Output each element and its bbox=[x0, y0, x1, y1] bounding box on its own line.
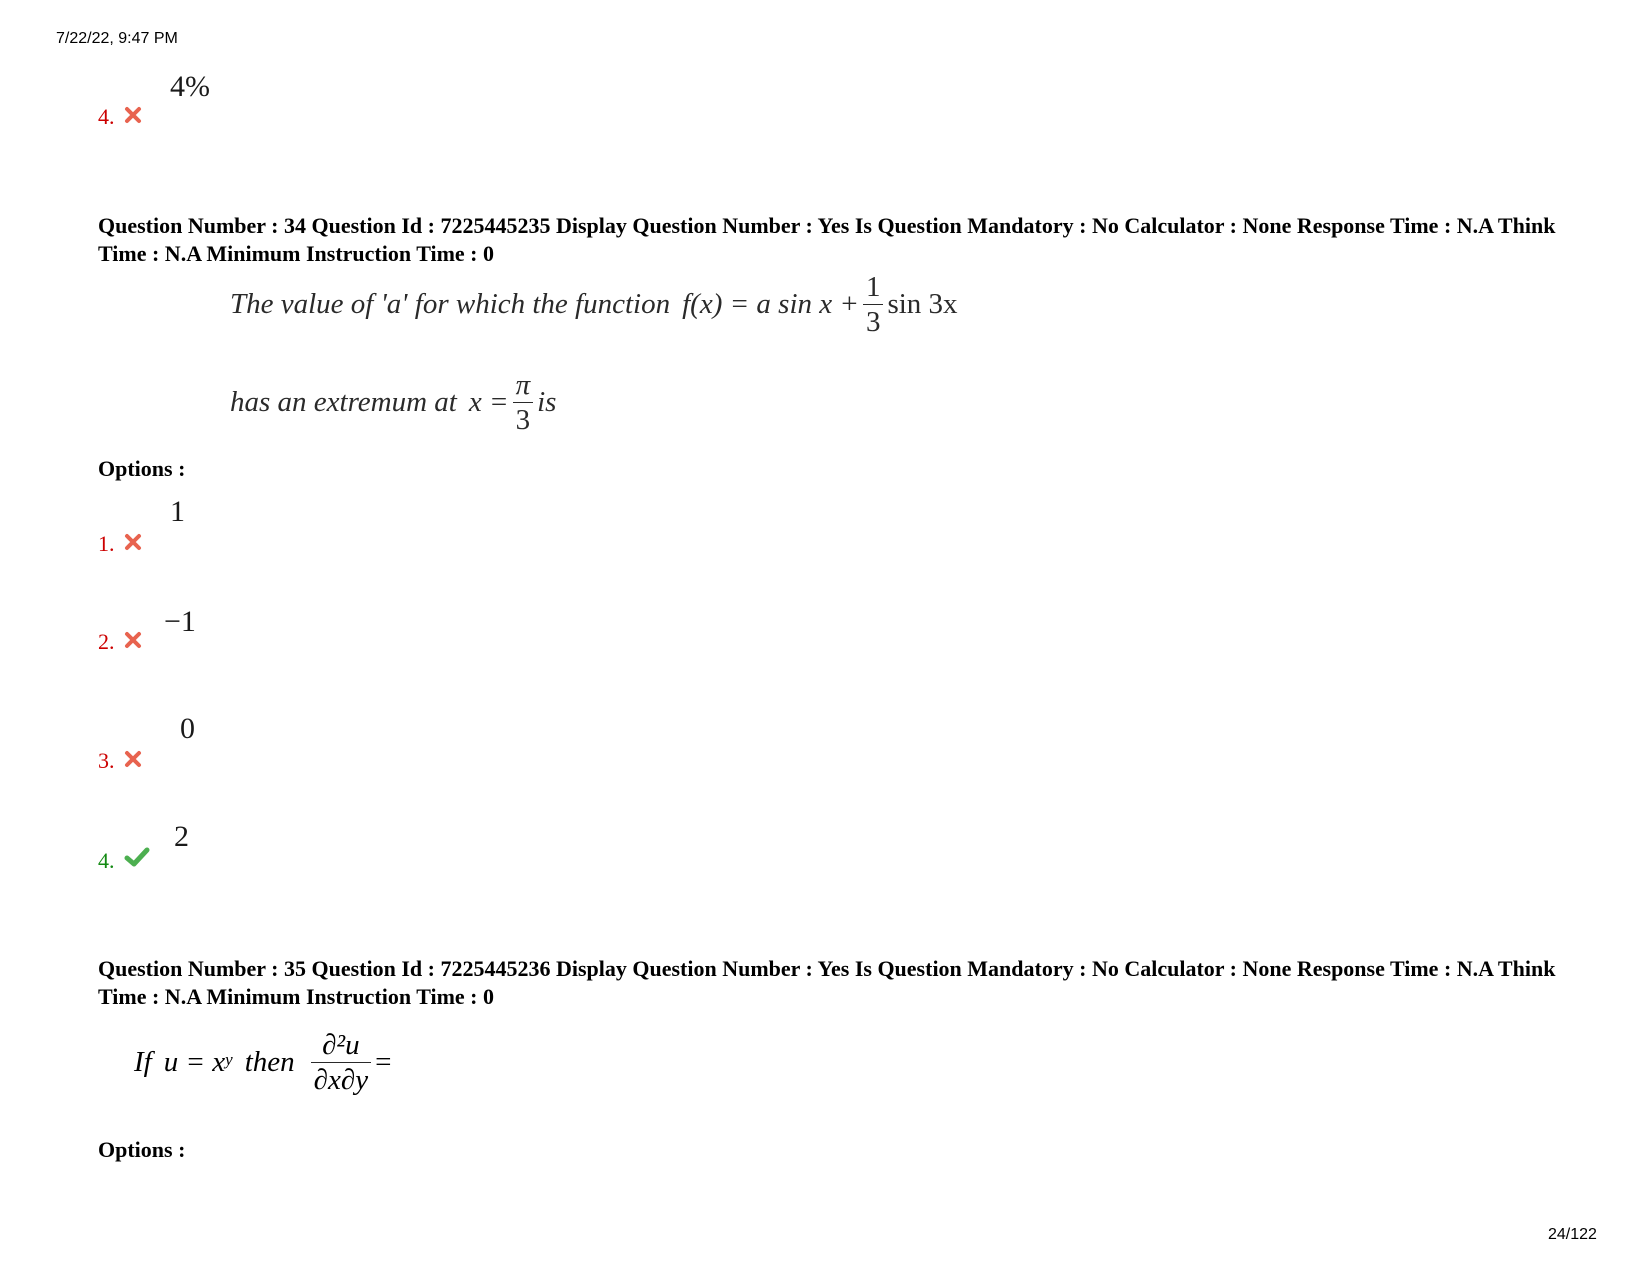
fraction-pi-third: $\frac{\pi}{3}$ bbox=[513, 370, 534, 436]
option-number: 1. bbox=[98, 531, 115, 556]
cross-icon bbox=[124, 106, 142, 129]
question-35-meta: Question Number : 35 Question Id : 7225445236 Display Question Number : Yes Is Question Mandatory : No Calculator : None Response Time : N.A Think Time : N.A Minimum Instruction Time : 0 bbox=[98, 956, 1556, 1009]
option-number: 3. bbox=[98, 748, 115, 773]
page-number: 24/122 bbox=[1548, 1226, 1597, 1243]
option-value: 0 bbox=[180, 712, 195, 745]
option-value: 1 bbox=[170, 495, 185, 528]
cross-icon bbox=[124, 631, 142, 654]
question-34-meta: Question Number : 34 Question Id : 7225445235 Display Question Number : Yes Is Question Mandatory : No Calculator : None Response Time : N.A Think Time : N.A Minimum Instruction Time : 0 bbox=[98, 213, 1556, 266]
option-number: 4. bbox=[98, 104, 115, 129]
option-3 bbox=[98, 712, 498, 772]
cross-icon bbox=[124, 533, 142, 556]
option-number: 2. bbox=[98, 629, 115, 654]
question-34-line-1: The value of 'a' for which the function f(x) = a sin x + $\frac{1}{3}$ sin 3x bbox=[230, 271, 958, 339]
cross-icon bbox=[124, 750, 142, 773]
options-label: Options : bbox=[98, 456, 186, 481]
option-2 bbox=[98, 605, 498, 665]
option-number: 4. bbox=[98, 848, 115, 873]
option-1 bbox=[98, 495, 498, 555]
option-value: −1 bbox=[164, 605, 196, 638]
option-value: 2 bbox=[174, 820, 189, 853]
question-34-line-2: has an extremum at x = $\frac{\pi}{3}$ is bbox=[230, 369, 557, 437]
check-icon bbox=[124, 846, 150, 873]
fraction-one-third: $\frac{1}{3}$ bbox=[863, 272, 884, 338]
print-timestamp: 7/22/22, 9:47 PM bbox=[56, 30, 178, 47]
options-label: Options : bbox=[98, 1137, 186, 1162]
prev-option-4 bbox=[98, 70, 498, 130]
option-4 bbox=[98, 820, 498, 880]
option-value: 4% bbox=[170, 70, 210, 103]
question-35-statement: If u = x y then $\frac{\text{∂²u}}{\partial x\partial y}$ = bbox=[134, 1029, 392, 1097]
partial-derivative-fraction: $\frac{\text{∂²u}}{\partial x\partial y}$ bbox=[311, 1030, 371, 1096]
